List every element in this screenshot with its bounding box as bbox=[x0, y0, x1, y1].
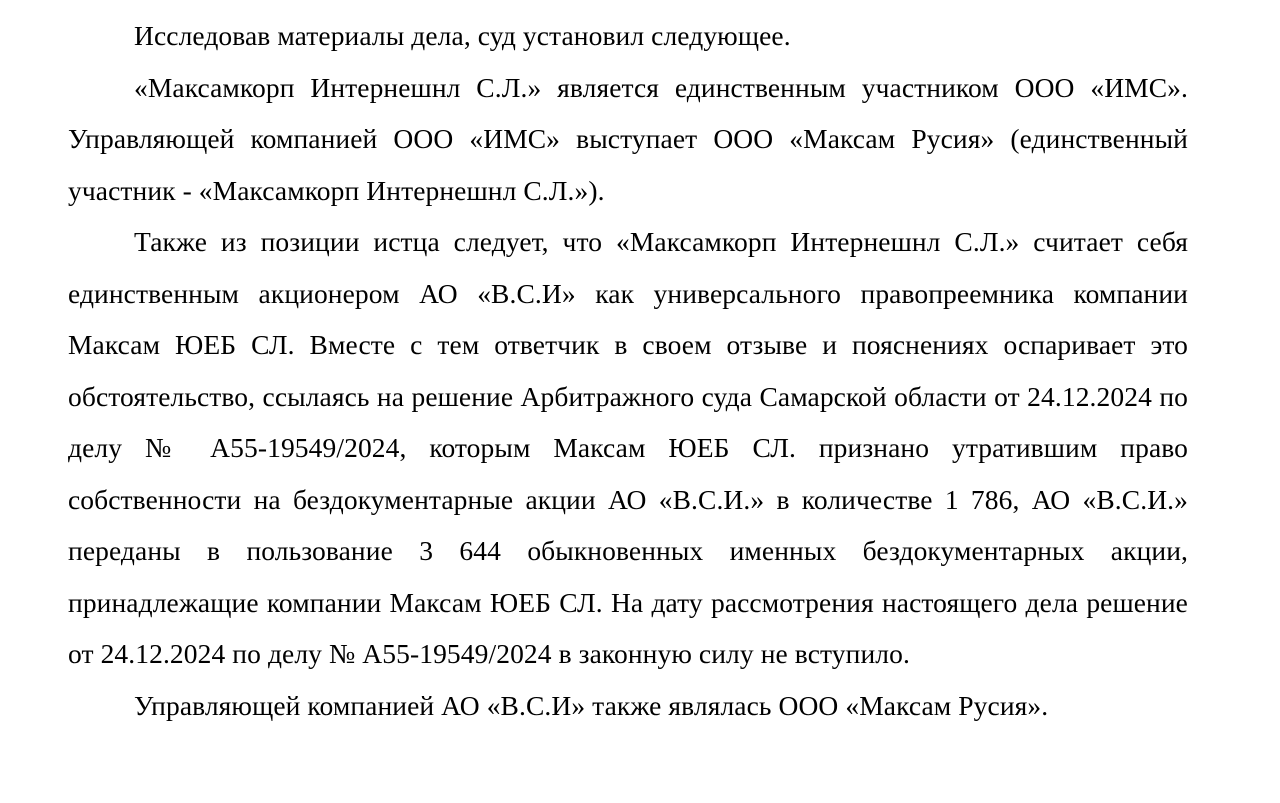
paragraph-3: Также из позиции истца следует, что «Максамкорп Интернешнл С.Л.» считает себя единственным акционером АО «В.С.И» как универсального правопреемника компании Максам ЮЕБ СЛ. Вместе с тем ответчик в своем отзыве и пояснениях оспаривает это обстоятельство, ссылаясь на решение Арбитражного суда Самарской области от 24.12.2024 по делу № А55-19549/2024, которым Максам ЮЕБ СЛ. признано утратившим право собственности на бездокументарные акции АО «В.С.И.» в количестве 1 786, АО «В.С.И.» переданы в пользование 3 644 обыкновенных именных бездокументарных акции, принадлежащие компании Максам ЮЕБ СЛ. На дату рассмотрения настоящего дела решение от 24.12.2024 по делу № А55-19549/2024 в законную силу не вступило. bbox=[68, 226, 1188, 669]
paragraph-4: Управляющей компанией АО «В.С.И» также являлась ООО «Максам Русия». bbox=[134, 689, 1049, 721]
paragraph-2: «Максамкорп Интернешнл С.Л.» является единственным участником ООО «ИМС». Управляющей компанией ООО «ИМС» выступает ООО «Максам Русия» (единственный участник - «Максамкорп Интернешнл С.Л.»). bbox=[68, 71, 1188, 206]
paragraph-1: Исследовав материалы дела, суд установил следующее. bbox=[134, 20, 791, 51]
document-text-body bbox=[68, 10, 1188, 731]
